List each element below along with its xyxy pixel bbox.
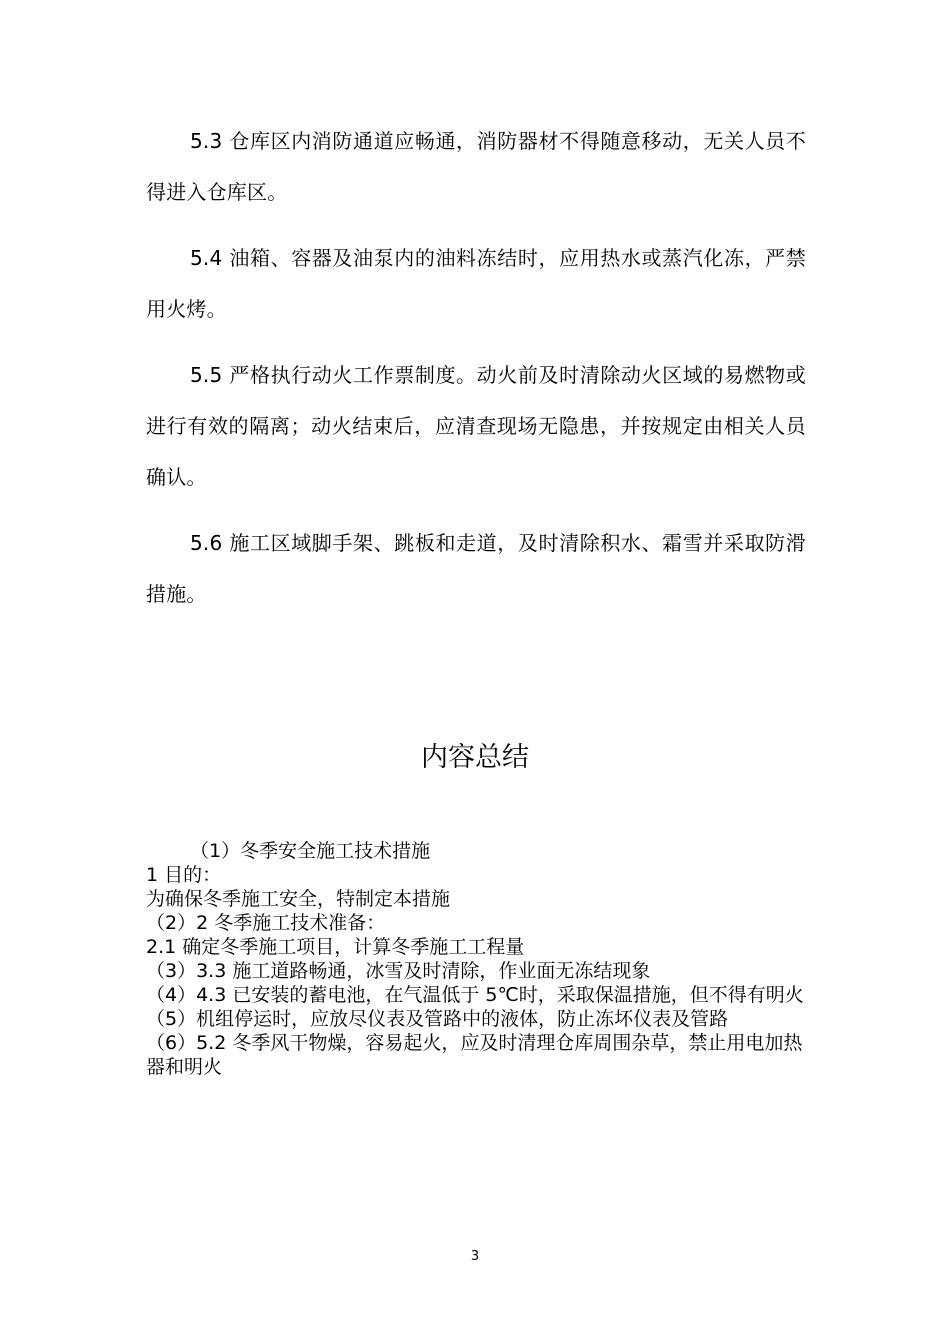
summary-line: （6）5.2 冬季风干物燥，容易起火，应及时清理仓库周围杂草，禁止用电加热器和明火	[146, 1032, 803, 1078]
body-section	[146, 116, 806, 635]
paragraph-5-3: 5.3 仓库区内消防通道应畅通，消防器材不得随意移动，无关人员不得进入仓库区。	[146, 129, 806, 204]
summary-title: 内容总结	[421, 742, 529, 773]
summary-line: （4）4.3 已安装的蓄电池，在气温低于 5℃时，采取保温措施，但不得有明火	[146, 984, 804, 1006]
summary-line: （5）机组停运时，应放尽仪表及管路中的液体，防止冻坏仪表及管路	[146, 1008, 729, 1030]
page-number: 3	[470, 1249, 480, 1264]
summary-line: 1 目的：	[146, 864, 222, 886]
paragraph-5-4: 5.4 油箱、容器及油泵内的油料冻结时，应用热水或蒸汽化冻，严禁用火烤。	[146, 246, 806, 321]
summary-line: （2）2 冬季施工技术准备：	[146, 912, 386, 934]
summary-line: 为确保冬季施工安全，特制定本措施	[146, 888, 451, 910]
summary-section	[146, 839, 806, 1079]
paragraph-5-6: 5.6 施工区域脚手架、跳板和走道，及时清除积水、霜雪并采取防滑措施。	[146, 531, 806, 606]
summary-line: （1）冬季安全施工技术措施	[190, 840, 431, 862]
summary-line: （3）3.3 施工道路畅通，冰雪及时清除，作业面无冻结现象	[146, 960, 651, 982]
paragraph-5-5: 5.5 严格执行动火工作票制度。动火前及时清除动火区域的易燃物或进行有效的隔离；动火结束后，应清查现场无隐患，并按规定由相关人员确认。	[146, 363, 806, 489]
summary-line: 2.1 确定冬季施工项目，计算冬季施工工程量	[146, 936, 525, 958]
